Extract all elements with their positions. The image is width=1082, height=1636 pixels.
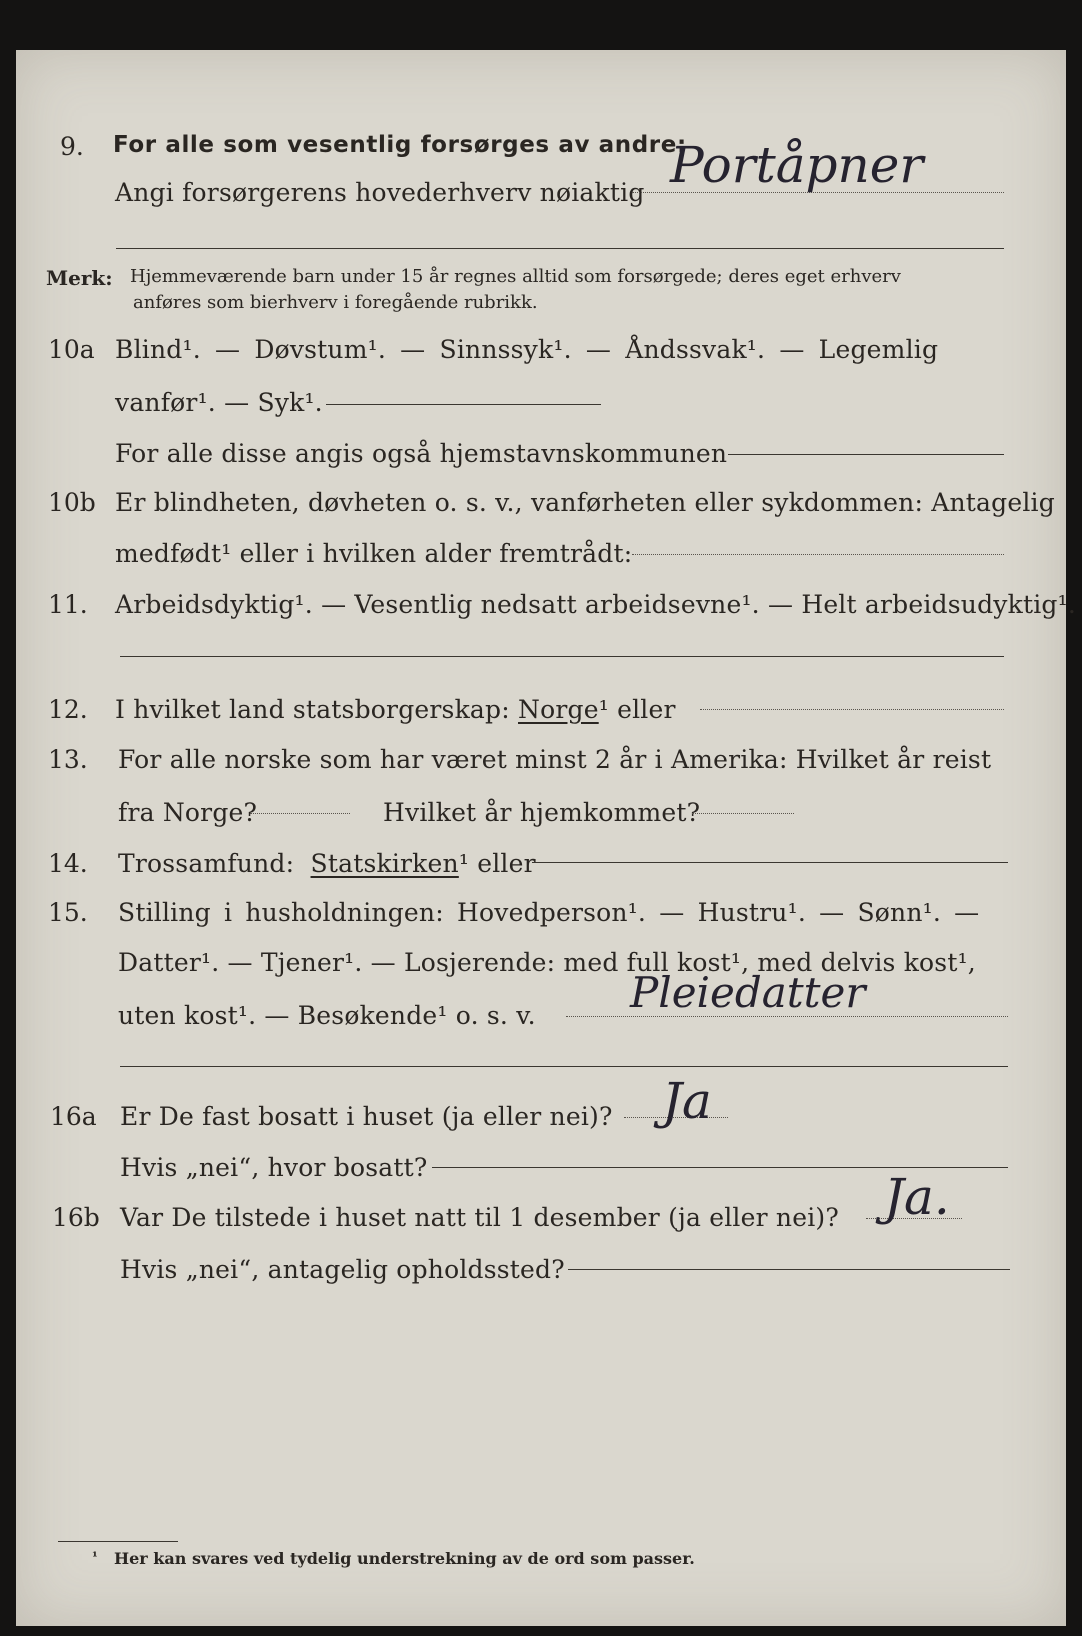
q14-number: 14.	[48, 849, 88, 878]
q16b-line2: Hvis „nei“, antagelig opholdssted?	[120, 1255, 565, 1284]
q15-rule	[120, 1066, 1008, 1067]
q14-blank	[532, 862, 1008, 863]
merk-label: Merk:	[46, 266, 113, 290]
q10a-line2-blank	[326, 404, 601, 405]
q12-post: ¹ eller	[598, 695, 676, 724]
q12-text-line	[115, 697, 676, 722]
q13-year-left-blank	[250, 813, 350, 814]
q10b-line1: Er blindheten, døvheten o. s. v., vanførheten eller sykdommen: Antagelig	[115, 488, 1055, 517]
merk-line2: anføres som bierhverv i foregående rubrikk.	[133, 292, 538, 313]
q13-year-home-blank	[692, 813, 794, 814]
q16a-handwritten-answer: Ja	[662, 1072, 712, 1130]
q13-number: 13.	[48, 745, 88, 774]
q10a-line2: vanfør¹. — Syk¹.	[115, 388, 323, 417]
q16a-line2: Hvis „nei“, hvor bosatt?	[120, 1153, 428, 1182]
footnote-text: Her kan svares ved tydelig understrekning av de ord som passer.	[114, 1549, 695, 1568]
merk-line1: Hjemmeværende barn under 15 år regnes alltid som forsørgede; deres eget erhverv	[130, 266, 901, 287]
q10a-line1: Blind¹. — Døvstum¹. — Sinnssyk¹. — Åndssvak¹. — Legemlig	[115, 335, 939, 364]
q16b-line1: Var De tilstede i huset natt til 1 desember (ja eller nei)?	[120, 1203, 839, 1232]
q9-number: 9.	[60, 132, 84, 161]
q16a-line1: Er De fast bosatt i huset (ja eller nei)?	[120, 1102, 613, 1131]
q14-post: ¹ eller	[458, 849, 536, 878]
q15-handwritten-answer: Pleiedatter	[630, 968, 866, 1017]
q16b-number: 16b	[52, 1203, 100, 1232]
q15-line1: Stilling i husholdningen: Hovedperson¹. — Hustru¹. — Sønn¹. —	[118, 898, 980, 927]
q9-line1: For alle som vesentlig forsørges av andre:	[113, 132, 687, 158]
q10a-line3-blank	[728, 454, 1004, 455]
q13-line2a: fra Norge?	[118, 798, 258, 827]
footnote-mark: ¹	[92, 1550, 98, 1565]
q15-line2: Datter¹. — Tjener¹. — Losjerende: med full kost¹, med delvis kost¹,	[118, 948, 976, 977]
footnote-rule	[58, 1541, 178, 1542]
q11-rule	[120, 656, 1004, 657]
q15-number: 15.	[48, 898, 88, 927]
q16b-blank	[568, 1269, 1010, 1270]
q16a-number: 16a	[50, 1102, 97, 1131]
q9-line2: Angi forsørgerens hovederhverv nøiaktig	[115, 178, 645, 207]
q15-line3: uten kost¹. — Besøkende¹ o. s. v.	[118, 1001, 536, 1030]
q12-pre: I hvilket land statsborgerskap:	[115, 695, 510, 724]
q13-line2b: Hvilket år hjemkommet?	[383, 798, 701, 827]
q16b-handwritten-answer: Ja.	[884, 1168, 950, 1226]
q14-answer-underlined: Statskirken	[310, 849, 459, 878]
q11-line1: Arbeidsdyktig¹. — Vesentlig nedsatt arbeidsevne¹. — Helt arbeidsudyktig¹.	[115, 590, 1076, 619]
q10b-number: 10b	[48, 488, 96, 517]
q11-number: 11.	[48, 590, 88, 619]
q10a-number: 10a	[48, 335, 95, 364]
q10b-line2: medfødt¹ eller i hvilken alder fremtrådt:	[115, 539, 633, 568]
q10b-line2-blank	[632, 554, 1004, 555]
q14-text-line	[118, 851, 536, 876]
q13-line1: For alle norske som har været minst 2 år i Amerika: Hvilket år reist	[118, 745, 992, 774]
q10a-line3: For alle disse angis også hjemstavnskommunen	[115, 439, 728, 468]
q12-blank	[700, 709, 1004, 710]
q12-answer-underlined: Norge	[518, 695, 599, 724]
q9-handwritten-answer: Portåpner	[670, 136, 924, 194]
q12-number: 12.	[48, 695, 88, 724]
q9-rule	[116, 248, 1004, 249]
q14-pre: Trossamfund:	[118, 849, 295, 878]
